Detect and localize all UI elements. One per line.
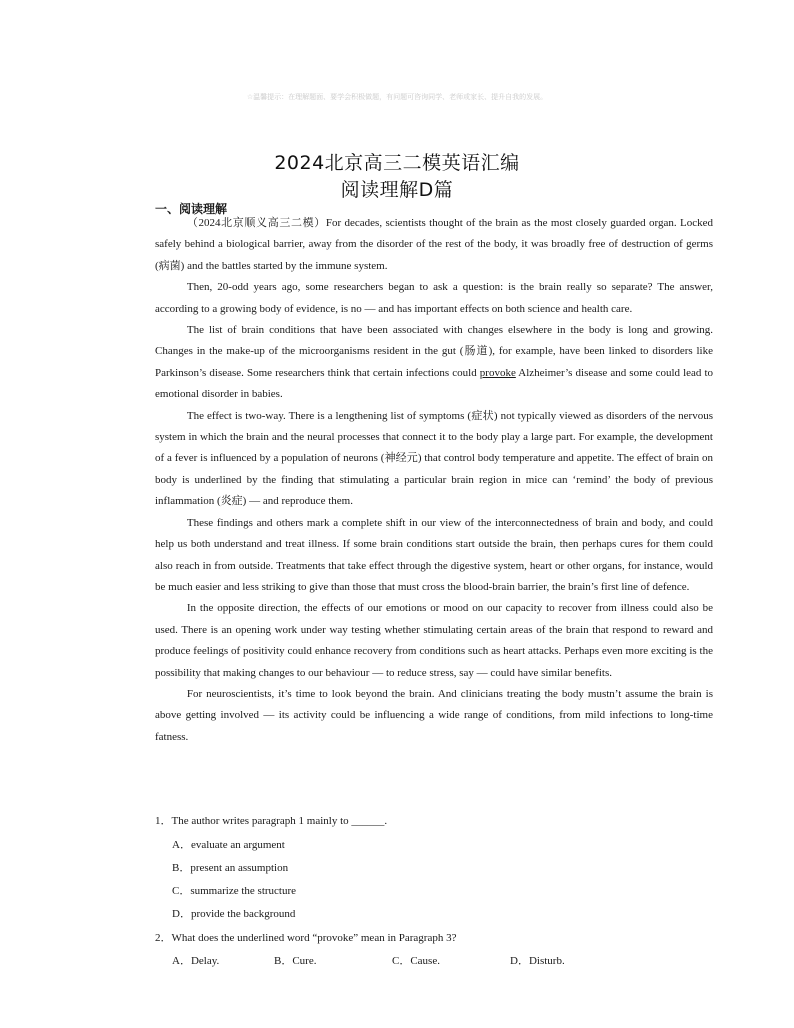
paragraph-3: [155, 320, 713, 406]
page-title: 2024北京高三二模英语汇编: [274, 152, 520, 174]
question-1-stem: 1．The author writes paragraph 1 mainly to ______.: [155, 815, 388, 827]
page-subtitle: 阅读理解D篇: [340, 179, 454, 201]
watermark: ☆温馨提示：在理解题面、要学会积极做题，有问题可咨询同学、老师或家长、提升自我的发展。: [246, 93, 548, 101]
paragraph-5: These findings and others mark a complete shift in our view of the interconnectedness of brain and body, and could help us both understand and treat illness. If some brain conditions start outside the brain, then perhaps cures for them could also reach in from outside. Treatments that take effect through the digestive system, heart or other organs, for instance, would be much easier and less striking to give than those that must cross the blood-brain barrier, the brain’s first line of defence.: [155, 516, 713, 593]
paragraph-2: Then, 20-odd years ago, some researchers began to ask a question: is the brain really so separate? The answer, according to a growing body of evidence, is no — and has important effects on both science and health care.: [155, 281, 713, 315]
question-1-option-d: D．provide the background: [172, 908, 296, 920]
paragraph-3-text-b: Alzheimer’s disease and some could lead to emotional disorder in babies.: [155, 366, 714, 401]
question-1-option-b: B．present an assumption: [172, 862, 289, 874]
question-2-option-d: D．Disturb.: [510, 955, 565, 967]
question-2-option-a: A．Delay.: [172, 955, 220, 967]
question-2-option-b: B．Cure.: [274, 955, 317, 967]
paragraph-7: For neuroscientists, it’s time to look beyond the brain. And clinicians treating the body mustn’t assume the brain is above getting involved — its activity could be influencing a wide range of conditions, from mild infections to long-time fatness.: [155, 687, 713, 743]
question-2-option-c: C．Cause.: [392, 955, 440, 967]
paragraph-3-text-a: The list of brain conditions that have been associated with changes elsewhere in the body is long and growing. Changes in the make-up of the microorganisms resident in the gut (肠道), for example, have been linked to disorders like Parkinson’s disease. Some researchers think that certain infections could: [155, 324, 713, 379]
question-1-option-c: C．summarize the structure: [172, 885, 297, 897]
paragraph-6: In the opposite direction, the effects of our emotions or mood on our capacity to recover from illness could also be used. There is an opening work under way testing whether stimulating certain areas of the brain that respond to reward and produce feelings of positivity could enhance recovery from conditions such as heart attacks. Perhaps even more exciting is the possibility that making changes to our behaviour — to reduce stress, say — could have similar benefits.: [155, 602, 713, 679]
paragraph-4: The effect is two-way. There is a lengthening list of symptoms (症状) not typically viewed as disorders of the nervous system in which the brain and the neural processes that connect it to the body play a large part. For example, the development of a fever is influenced by a population of neurons (神经元) that control body temperature and appetite. The effect of brain on body is underlined by the finding that stimulating a particular brain region in mice can ‘remind’ the body of previous inflammation (炎症) — and reproduce them.: [155, 409, 713, 508]
reading-passage: [155, 213, 713, 748]
question-2-stem: 2．What does the underlined word “provoke” mean in Paragraph 3?: [155, 932, 457, 944]
section-heading: 一、阅读理解: [155, 202, 228, 216]
underlined-word-provoke: provoke: [479, 366, 516, 379]
paragraph-1: （2024北京顺义高三二模）For decades, scientists thought of the brain as the most closely guarded organ. Locked safely behind a biological barrier, away from the disorder of the rest of the body, it was broadly free of destruction of germs (病菌) and the battles started by the immune system.: [155, 217, 713, 272]
question-1-option-a: A．evaluate an argument: [172, 839, 285, 851]
